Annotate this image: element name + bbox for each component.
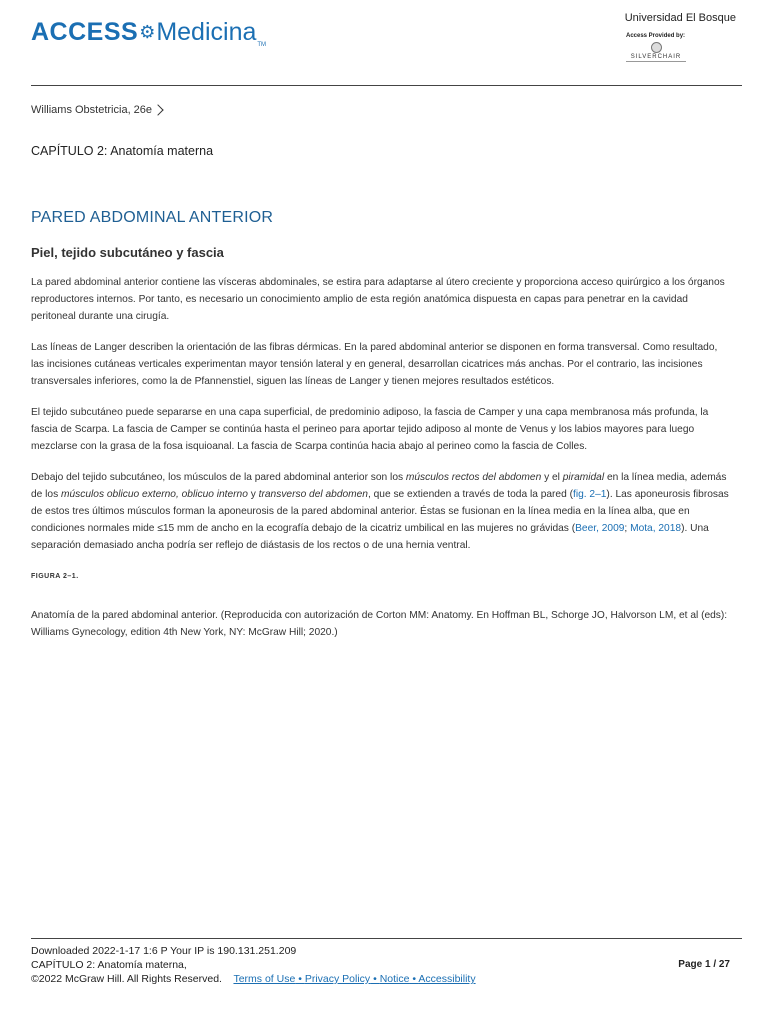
silverchair-logo bbox=[626, 42, 686, 62]
download-info: Downloaded 2022-1-17 1:6 P Your IP is 190.131.251.209 bbox=[31, 945, 297, 957]
accessibility-link[interactable]: Accessibility bbox=[418, 973, 476, 985]
subsection-heading: Piel, tejido subcutáneo y fascia bbox=[31, 245, 224, 260]
p4-term-rectos: músculos rectos del abdomen bbox=[405, 472, 542, 483]
footer-separator: • bbox=[409, 973, 419, 985]
logo-medicina-text: Medicina bbox=[156, 18, 257, 46]
p4-text-e: en la línea media, además de los bbox=[31, 472, 727, 500]
breadcrumb[interactable] bbox=[31, 104, 162, 116]
gear-icon: ⚙ bbox=[139, 22, 156, 42]
silverchair-icon bbox=[651, 42, 662, 53]
breadcrumb-book[interactable]: Williams Obstetricia, 26e bbox=[31, 104, 153, 116]
page-footer bbox=[31, 944, 476, 986]
figure-link[interactable]: fig. 2–1 bbox=[573, 489, 607, 500]
institution-name: Universidad El Bosque bbox=[624, 12, 736, 24]
figure-label: FIGURA 2–1. bbox=[31, 573, 79, 580]
footer-links-row bbox=[31, 972, 476, 986]
access-medicina-logo[interactable] bbox=[31, 14, 266, 63]
paragraph-2: Las líneas de Langer describen la orientación de las fibras dérmicas. En la pared abdominal anterior se disponen en forma transversal. Como resultado, las incisiones cutáneas verticales experimentan mayor tensión lateral y en general, desarrollan cicatrices más anchas. Por el contrario, las incisiones transversales inferiores, como la de Pfannenstiel, siguen las líneas de Langer y tienen mejores resultados estéticos. bbox=[31, 342, 718, 387]
reference-link-mota[interactable]: Mota, 2018 bbox=[630, 523, 682, 534]
p4-term-piramidal: piramidal bbox=[562, 472, 605, 483]
footer-chapter: CAPÍTULO 2: Anatomía materna, bbox=[31, 959, 187, 971]
p4-text-l: ). Una separación demasiado ancha podría ser reflejo de diástasis de los rectos o de una hernia ventral. bbox=[31, 523, 709, 551]
privacy-policy-link[interactable]: Privacy Policy bbox=[304, 973, 371, 985]
provided-by-label: Access Provided by: bbox=[626, 33, 686, 39]
p4-text-j: ). Las aponeurosis fibrosas de estos tres últimos músculos forman la aponeurosis de la pared abdominal anterior. Éstas se fusionan en la línea media en la línea alba, que en condiciones normales mide ≤15 mm de ancho en la ecografía debajo de la cicatriz umbilical en las mujeres no grávidas ( bbox=[31, 489, 729, 534]
paragraph-3: El tejido subcutáneo puede separarse en una capa superficial, de predominio adiposo, la fascia de Camper y una capa membranosa más profunda, la fascia de Scarpa. La fascia de Camper se continúa hasta el perineo para aportar tejido adiposo al monte de Venus y los labios mayores para luego mezclarse con la grasa de la fosa isquioanal. La fascia de Scarpa continúa hacia abajo al perineo como la fascia de Colles. bbox=[31, 407, 709, 452]
p4-text-c: y el bbox=[541, 472, 563, 483]
p4-text-i: , que se extienden a través de toda la pared ( bbox=[367, 489, 573, 500]
chapter-title: CAPÍTULO 2: Anatomía materna bbox=[31, 144, 214, 158]
silverchair-text: SILVERCHAIR bbox=[630, 54, 682, 60]
footer-divider bbox=[31, 938, 742, 939]
p4-text-a: Debajo del tejido subcutáneo, los músculos de la pared abdominal anterior son los bbox=[31, 472, 406, 483]
p4-text-k: ; bbox=[624, 523, 631, 534]
p4-term-oblicuos: músculos oblicuo externo, oblicuo interno bbox=[61, 489, 248, 500]
reference-link-beer[interactable]: Beer, 2009 bbox=[575, 523, 625, 534]
terms-of-use-link[interactable]: Terms of Use bbox=[233, 973, 296, 985]
chevron-right-icon bbox=[152, 104, 163, 115]
section-heading: PARED ABDOMINAL ANTERIOR bbox=[31, 209, 274, 226]
logo-access-text: ACCESS bbox=[31, 18, 139, 46]
figure-caption: Anatomía de la pared abdominal anterior. (Reproducida con autorización de Corton MM: Anatomy. En Hoffman BL, Schorge JO, Halvorson LM, et al (eds): Williams Gynecology, edition 4th New York, NY: McGraw Hill; 2020.) bbox=[31, 610, 728, 638]
logo-tm: TM bbox=[257, 42, 267, 48]
header-divider bbox=[31, 85, 742, 86]
p4-text-g: y bbox=[247, 489, 259, 500]
notice-link[interactable]: Notice bbox=[379, 973, 410, 985]
footer-separator: • bbox=[370, 973, 380, 985]
page-header bbox=[0, 0, 768, 86]
page-number: Page 1 / 27 bbox=[678, 959, 730, 970]
article-body bbox=[31, 274, 731, 655]
paragraph-1: La pared abdominal anterior contiene las vísceras abdominales, se estira para adaptarse al útero creciente y proporciona acceso quirúrgico a los órganos reproductores internos. Por tanto, es necesario un conocimiento amplio de esta región anatómica dispuesta en capas para penetrar en la cavidad peritoneal durante una cirugía. bbox=[31, 277, 725, 322]
footer-separator: • bbox=[295, 973, 305, 985]
copyright-text: ©2022 McGraw Hill. All Rights Reserved. bbox=[31, 973, 222, 985]
silverchair-underline bbox=[626, 61, 686, 62]
paragraph-4 bbox=[31, 469, 731, 554]
p4-term-transverso: transverso del abdomen bbox=[258, 489, 368, 500]
